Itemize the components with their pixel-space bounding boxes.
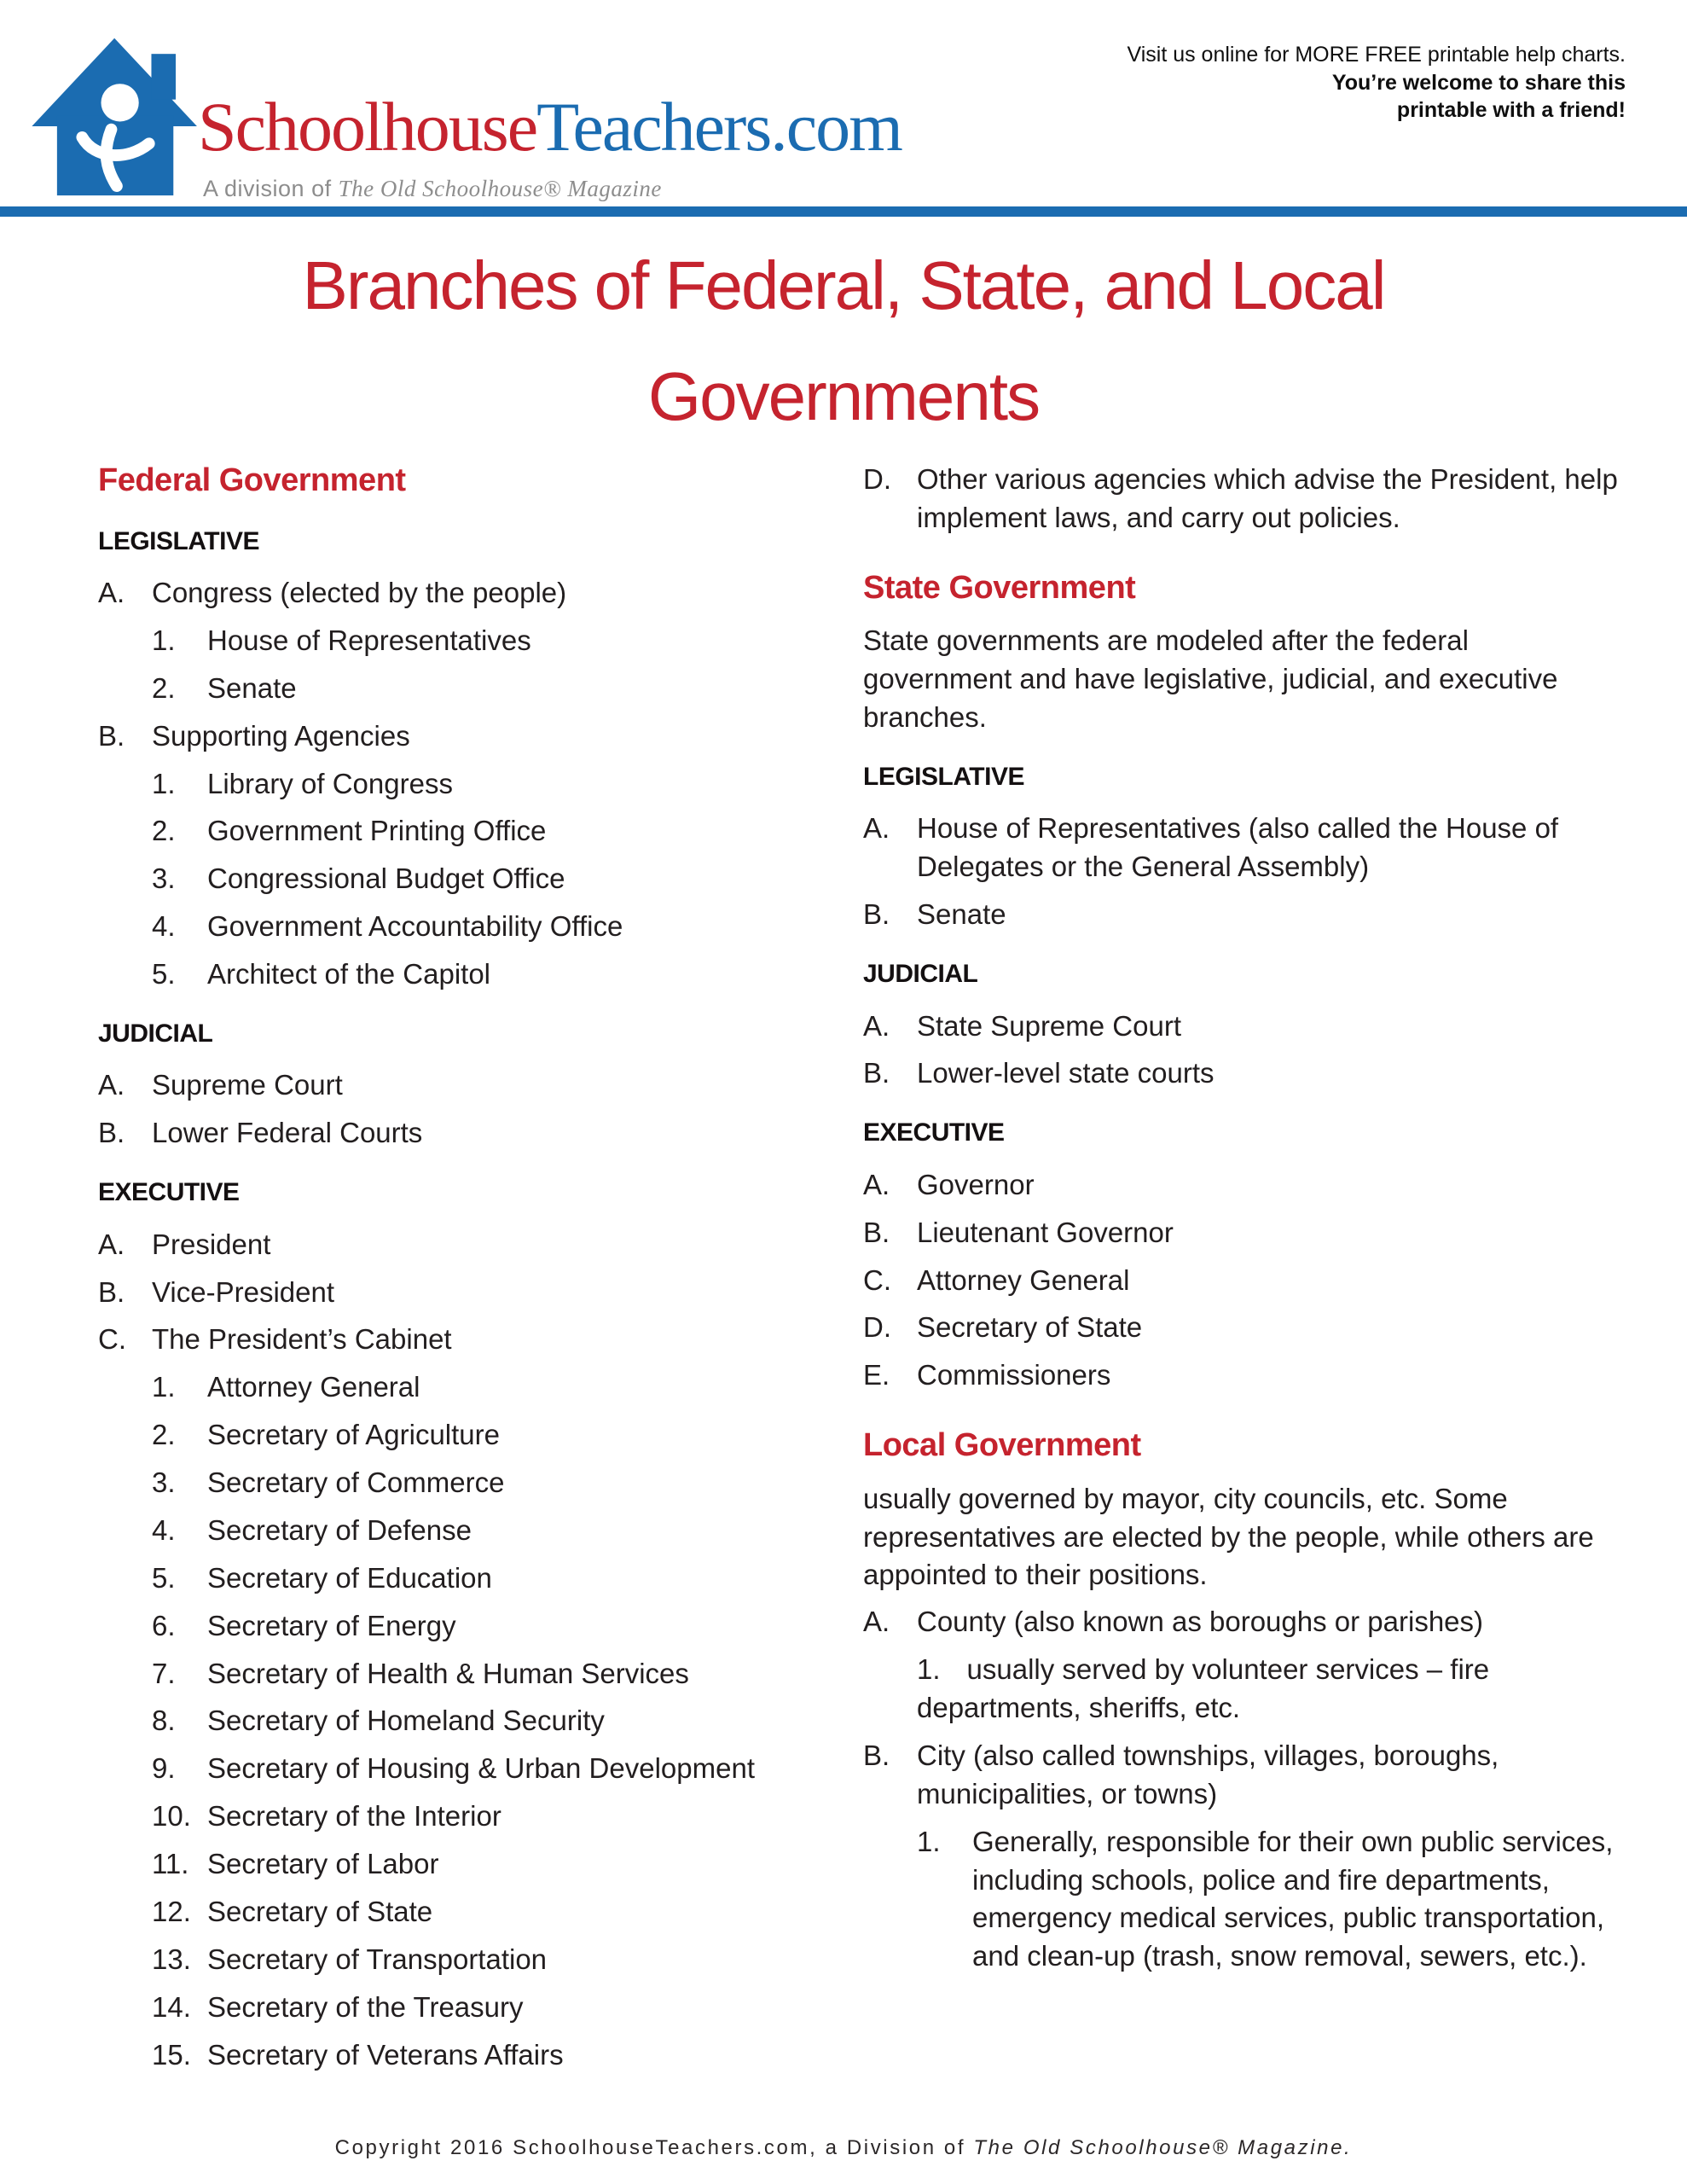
item-text: Secretary of Agriculture [207, 1419, 500, 1451]
item-text: Secretary of State [917, 1311, 1143, 1344]
header-divider-bar [0, 206, 1687, 217]
section-paragraph: State governments are modeled after the federal government and have legislative, judicial, and executive branches. [863, 624, 1558, 733]
item-text: Secretary of Homeland Security [207, 1705, 605, 1737]
outline-letter-item [98, 1226, 844, 1264]
item-label: B. [863, 898, 890, 931]
item-text: Secretary of Defense [207, 1513, 472, 1546]
branch-subheading: EXECUTIVE [863, 1118, 1005, 1147]
item-text: Attorney General [917, 1263, 1130, 1296]
branch-subheading: LEGISLATIVE [863, 762, 1024, 791]
outline-letter-item [98, 1274, 844, 1312]
logo-text-teachers: Teachers.com [536, 88, 901, 166]
item-text: Congressional Budget Office [207, 863, 565, 895]
outline-number-item [152, 1512, 844, 1550]
outline-letter-item [863, 1166, 1620, 1205]
page-title-line-2: Governments [647, 357, 1040, 434]
item-text: Government Accountability Office [207, 910, 623, 943]
item-label: 1. [917, 1653, 941, 1686]
item-label: 2. [152, 671, 176, 704]
item-text: Vice-President [152, 1275, 335, 1308]
item-label: A. [863, 1168, 890, 1200]
item-label: 3. [152, 863, 176, 895]
item-label: A. [98, 577, 125, 608]
site-logo-wordmark [198, 88, 901, 166]
item-text: Governor [917, 1168, 1035, 1200]
outline-letter-item [863, 1737, 1620, 1814]
item-label: 3. [152, 1467, 176, 1498]
right-column [863, 461, 1620, 1985]
item-text: House of Representatives [207, 624, 531, 656]
item-text: City (also called townships, villages, boroughs, municipalities, or towns) [917, 1739, 1499, 1809]
item-label: D. [863, 1311, 891, 1344]
item-text: Library of Congress [207, 767, 453, 799]
outline-letter-item [863, 1008, 1620, 1046]
section-heading: Federal Government [98, 462, 406, 498]
item-label: A. [863, 812, 890, 845]
item-label: A. [863, 1606, 890, 1638]
promo-text [1127, 41, 1626, 125]
outline-number-item [152, 908, 844, 946]
outline-number-item [152, 812, 844, 851]
outline-number-item [152, 1989, 844, 2027]
outline-number-item [152, 956, 844, 994]
item-text: usually served by volunteer services – fire departments, sheriffs, etc. [917, 1653, 1490, 1723]
item-label: E. [863, 1359, 890, 1391]
item-text: Attorney General [207, 1371, 420, 1403]
page-title-line-1: Branches of Federal, State, and Local [302, 247, 1385, 323]
item-text: Secretary of the Interior [207, 1800, 501, 1833]
outline-number-item [152, 1941, 844, 1979]
item-label: D. [863, 463, 891, 495]
item-label: 2. [152, 815, 176, 847]
item-text: Secretary of the Treasury [207, 1990, 524, 2023]
outline-number-item [152, 1798, 844, 1836]
outline-letter-item [863, 1603, 1620, 1641]
item-text: Architect of the Capitol [207, 958, 490, 990]
item-text: Lower Federal Courts [152, 1117, 423, 1149]
item-text: Secretary of Housing & Urban Development [207, 1752, 755, 1785]
schoolhouse-icon [26, 29, 206, 203]
copyright-magazine-name: The Old Schoolhouse® Magazine. [973, 2136, 1353, 2159]
promo-line-2: You’re welcome to share this [1331, 70, 1626, 95]
item-text: Secretary of Commerce [207, 1467, 505, 1498]
item-text: Senate [917, 898, 1006, 931]
item-label: 9. [152, 1752, 176, 1785]
outline-number-item [152, 670, 844, 708]
item-label: 1. [152, 767, 176, 799]
item-label: 15. [152, 2038, 191, 2071]
item-text: Commissioners [917, 1359, 1111, 1391]
item-label: 1. [152, 624, 176, 656]
branch-subheading: JUDICIAL [863, 960, 978, 988]
item-text: Government Printing Office [207, 815, 547, 847]
promo-line-3: printable with a friend! [1396, 98, 1626, 122]
item-label: A. [98, 1069, 125, 1101]
item-label: 13. [152, 1943, 191, 1975]
outline-number-item [152, 2036, 844, 2075]
item-label: C. [98, 1323, 126, 1356]
outline-number-item [152, 1368, 844, 1407]
logo-tagline [203, 176, 662, 202]
item-label: 14. [152, 1990, 191, 2023]
item-text: House of Representatives (also called the House of Delegates or the General Assembly) [917, 812, 1559, 883]
item-text: The President’s Cabinet [152, 1323, 452, 1356]
item-text: Secretary of Veterans Affairs [207, 2038, 564, 2071]
item-text: Lower-level state courts [917, 1057, 1215, 1089]
item-text: Secretary of Transportation [207, 1943, 548, 1975]
outline-number-item [152, 1845, 844, 1884]
item-label: B. [98, 1275, 125, 1308]
tagline-magazine-name: The Old Schoolhouse® Magazine [338, 176, 662, 201]
item-label: 11. [152, 1848, 189, 1879]
item-label: 4. [152, 910, 176, 943]
outline-letter-item [863, 1262, 1620, 1300]
item-text: Secretary of Education [207, 1561, 492, 1594]
item-label: 1. [917, 1825, 941, 1857]
item-text: Secretary of Health & Human Services [207, 1657, 689, 1689]
outline-letter-item [863, 1309, 1620, 1347]
section-paragraph: usually governed by mayor, city councils, etc. Some representatives are elected by the people, while others are appointed to their positions. [863, 1482, 1594, 1591]
item-text: Congress (elected by the people) [152, 577, 567, 608]
outline-number-item [152, 1655, 844, 1693]
page-title [0, 230, 1687, 451]
outline-number-item [152, 622, 844, 660]
outline-number-item [152, 1416, 844, 1455]
outline-number-item [152, 1702, 844, 1740]
item-text: Secretary of Energy [207, 1609, 456, 1641]
outline-letter-item [98, 1321, 844, 1359]
copyright-prefix: Copyright 2016 SchoolhouseTeachers.com, a Division of [334, 2136, 974, 2159]
item-text: Supporting Agencies [152, 719, 410, 752]
item-label: 5. [152, 1561, 176, 1594]
outline-letter-item [863, 1214, 1620, 1252]
branch-subheading: JUDICIAL [98, 1019, 213, 1048]
item-label: B. [863, 1057, 890, 1089]
item-label: B. [863, 1739, 890, 1771]
outline-letter-item [98, 717, 844, 756]
outline-letter-item [863, 461, 1620, 537]
item-text: President [152, 1228, 271, 1260]
item-text: County (also known as boroughs or parishes) [917, 1606, 1484, 1638]
outline-letter-item [98, 1114, 844, 1153]
item-label: 2. [152, 1419, 176, 1451]
outline-number-item [152, 1560, 844, 1598]
outline-letter-item [98, 574, 844, 613]
outline-letter-item [98, 1066, 844, 1105]
item-text: Supreme Court [152, 1069, 343, 1101]
outline-letter-item [863, 1054, 1620, 1093]
outline-letter-item [863, 896, 1620, 934]
item-text: Senate [207, 671, 297, 704]
left-column [98, 461, 844, 2083]
outline-number-item [152, 1750, 844, 1788]
item-label: 7. [152, 1657, 176, 1689]
item-label: B. [863, 1216, 890, 1248]
item-label: A. [98, 1228, 125, 1260]
tagline-prefix: A division of [203, 176, 339, 201]
outline-number-item [152, 1464, 844, 1502]
outline-number-item [917, 1651, 1620, 1728]
logo-text-schoolhouse: Schoolhouse [198, 88, 537, 166]
item-label: C. [863, 1263, 891, 1296]
item-label: 5. [152, 958, 176, 990]
item-text: Secretary of State [207, 1895, 433, 1927]
promo-line-1: Visit us online for MORE FREE printable help charts. [1127, 43, 1626, 67]
item-label: 4. [152, 1513, 176, 1546]
outline-number-item [152, 765, 844, 804]
item-label: B. [98, 719, 125, 752]
outline-number-item [917, 1823, 1620, 1977]
item-label: B. [98, 1117, 125, 1149]
item-text: State Supreme Court [917, 1009, 1181, 1042]
item-label: 10. [152, 1800, 191, 1833]
outline-letter-item [863, 1356, 1620, 1395]
outline-number-item [152, 1893, 844, 1931]
copyright-line [0, 2136, 1687, 2160]
item-label: 6. [152, 1609, 176, 1641]
item-label: 8. [152, 1705, 176, 1737]
item-text: Generally, responsible for their own public services, including schools, police and fire departments, emergency medical services, public transportation, and clean-up (trash, snow removal, sewers, etc.). [972, 1825, 1614, 1972]
item-text: Secretary of Labor [207, 1848, 439, 1879]
outline-columns [98, 461, 1620, 2083]
outline-letter-item [863, 810, 1620, 886]
section-heading: State Government [863, 569, 1136, 606]
outline-number-item [152, 860, 844, 898]
item-text: Other various agencies which advise the President, help implement laws, and carry out policies. [917, 463, 1618, 533]
item-label: A. [863, 1009, 890, 1042]
item-text: Lieutenant Governor [917, 1216, 1174, 1248]
item-label: 12. [152, 1895, 191, 1927]
outline-number-item [152, 1607, 844, 1646]
section-heading: Local Government [863, 1427, 1141, 1464]
branch-subheading: LEGISLATIVE [98, 526, 259, 555]
item-label: 1. [152, 1371, 176, 1403]
branch-subheading: EXECUTIVE [98, 1178, 240, 1207]
